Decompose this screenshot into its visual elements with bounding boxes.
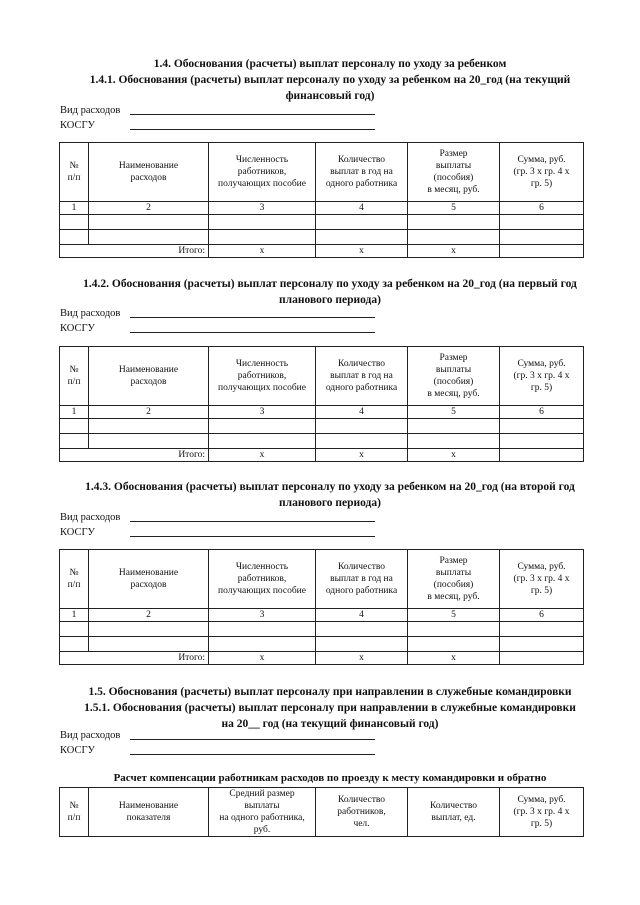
empty-cell[interactable] <box>316 215 408 230</box>
empty-cell[interactable] <box>60 622 89 637</box>
field-vid-rashodov: Вид расходов <box>60 511 130 524</box>
x-mark: x <box>316 652 408 665</box>
table-row <box>60 434 584 449</box>
table-care-1-4-3 <box>59 549 584 665</box>
empty-cell[interactable] <box>408 434 500 449</box>
header-cell: № п/п <box>60 550 89 609</box>
empty-cell[interactable] <box>209 215 316 230</box>
empty-cell[interactable] <box>500 215 584 230</box>
total-sum-cell[interactable] <box>500 245 584 258</box>
column-number-cell: 2 <box>89 609 209 622</box>
vid-rashodov-line[interactable] <box>130 521 375 522</box>
x-mark: x <box>408 449 500 462</box>
empty-cell[interactable] <box>316 637 408 652</box>
column-number-row <box>60 406 584 419</box>
x-mark: x <box>209 652 316 665</box>
x-mark: x <box>316 449 408 462</box>
column-number-cell: 6 <box>500 202 584 215</box>
field-kosgu: КОСГУ <box>60 322 130 335</box>
empty-cell[interactable] <box>408 622 500 637</box>
column-number-cell: 2 <box>89 406 209 419</box>
heading-1-4-3: 1.4.3. Обоснования (расчеты) выплат персоналу по уходу за ребенком на 20_год (на второй год планового периода) <box>85 481 575 509</box>
column-number-row <box>60 202 584 215</box>
empty-cell[interactable] <box>60 419 89 434</box>
column-number-cell: 3 <box>209 609 316 622</box>
empty-cell[interactable] <box>316 622 408 637</box>
header-cell: Количество выплат в год на одного работника <box>316 143 408 202</box>
vid-rashodov-line[interactable] <box>130 114 375 115</box>
x-mark: x <box>316 245 408 258</box>
empty-cell[interactable] <box>209 230 316 245</box>
heading-1-4-1: 1.4.1. Обоснования (расчеты) выплат персоналу по уходу за ребенком на 20_год (на текущий финансовый год) <box>89 74 571 102</box>
total-sum-cell[interactable] <box>500 652 584 665</box>
column-number-row <box>60 609 584 622</box>
heading-1-5-1: 1.5.1. Обоснования (расчеты) выплат персоналу при направлении в служебные командировки на 20__ год (на текущий финансовый год) <box>84 702 576 730</box>
heading-1-4: 1.4. Обоснования (расчеты) выплат персоналу по уходу за ребенком <box>153 58 507 70</box>
total-sum-cell[interactable] <box>500 449 584 462</box>
kosgu-line[interactable] <box>130 536 375 537</box>
table-row <box>60 419 584 434</box>
header-cell: Количество выплат в год на одного работника <box>316 347 408 406</box>
total-label: Итого: <box>60 245 209 258</box>
header-cell: Размер выплаты (пособия) в месяц, руб. <box>408 347 500 406</box>
header-cell: Количество работников, чел. <box>316 788 408 837</box>
x-mark: x <box>209 245 316 258</box>
empty-cell[interactable] <box>60 434 89 449</box>
calc-title: Расчет компенсации работникам расходов по проезду к месту командировки и обратно <box>113 772 547 784</box>
empty-cell[interactable] <box>316 434 408 449</box>
empty-cell[interactable] <box>60 637 89 652</box>
column-number-cell: 5 <box>408 202 500 215</box>
header-row <box>60 347 584 406</box>
x-mark: x <box>209 449 316 462</box>
total-label: Итого: <box>60 449 209 462</box>
table-row <box>60 215 584 230</box>
empty-cell[interactable] <box>89 622 209 637</box>
column-number-cell: 3 <box>209 202 316 215</box>
header-cell: Количество выплат в год на одного работника <box>316 550 408 609</box>
column-number-cell: 6 <box>500 406 584 419</box>
table-trip-1-5-1 <box>59 787 584 837</box>
column-number-cell: 1 <box>60 202 89 215</box>
total-row <box>60 652 584 665</box>
column-number-cell: 2 <box>89 202 209 215</box>
header-cell: № п/п <box>60 788 89 837</box>
empty-cell[interactable] <box>316 230 408 245</box>
field-kosgu: КОСГУ <box>60 744 130 757</box>
empty-cell[interactable] <box>209 419 316 434</box>
header-cell: Численность работников, получающих пособие <box>209 550 316 609</box>
column-number-cell: 1 <box>60 406 89 419</box>
empty-cell[interactable] <box>408 637 500 652</box>
empty-cell[interactable] <box>500 622 584 637</box>
header-cell: Наименование расходов <box>89 550 209 609</box>
empty-cell[interactable] <box>500 419 584 434</box>
header-cell: Количество выплат, ед. <box>408 788 500 837</box>
header-row <box>60 550 584 609</box>
column-number-cell: 5 <box>408 609 500 622</box>
table-care-1-4-1 <box>59 142 584 258</box>
vid-rashodov-line[interactable] <box>130 317 375 318</box>
empty-cell[interactable] <box>60 215 89 230</box>
table-care-1-4-2 <box>59 346 584 462</box>
empty-cell[interactable] <box>209 434 316 449</box>
header-cell: Средний размер выплаты на одного работника, руб. <box>209 788 316 837</box>
heading-1-4-2: 1.4.2. Обоснования (расчеты) выплат персоналу по уходу за ребенком на 20_год (на первый год планового периода) <box>83 278 577 306</box>
table-row <box>60 230 584 245</box>
empty-cell[interactable] <box>316 419 408 434</box>
total-row <box>60 449 584 462</box>
column-number-cell: 1 <box>60 609 89 622</box>
header-cell: Численность работников, получающих пособие <box>209 347 316 406</box>
table-row <box>60 622 584 637</box>
empty-cell[interactable] <box>209 622 316 637</box>
header-cell: Наименование расходов <box>89 143 209 202</box>
empty-cell[interactable] <box>408 230 500 245</box>
header-cell: Сумма, руб. (гр. 3 x гр. 4 x гр. 5) <box>500 550 584 609</box>
table-row <box>60 637 584 652</box>
header-cell: Размер выплаты (пособия) в месяц, руб. <box>408 143 500 202</box>
column-number-cell: 5 <box>408 406 500 419</box>
empty-cell[interactable] <box>60 230 89 245</box>
column-number-cell: 4 <box>316 202 408 215</box>
heading-1-5: 1.5. Обоснования (расчеты) выплат персоналу при направлении в служебные командировки <box>88 686 572 698</box>
field-kosgu: КОСГУ <box>60 119 130 132</box>
empty-cell[interactable] <box>89 637 209 652</box>
column-number-cell: 4 <box>316 609 408 622</box>
empty-cell[interactable] <box>89 215 209 230</box>
empty-cell[interactable] <box>500 434 584 449</box>
empty-cell[interactable] <box>89 419 209 434</box>
header-row <box>60 143 584 202</box>
header-cell: Сумма, руб. (гр. 3 x гр. 4 x гр. 5) <box>500 143 584 202</box>
header-row <box>60 788 584 837</box>
column-number-cell: 3 <box>209 406 316 419</box>
empty-cell[interactable] <box>89 434 209 449</box>
empty-cell[interactable] <box>500 230 584 245</box>
empty-cell[interactable] <box>408 215 500 230</box>
header-cell: Численность работников, получающих пособие <box>209 143 316 202</box>
vid-rashodov-line[interactable] <box>130 739 375 740</box>
field-vid-rashodov: Вид расходов <box>60 729 130 742</box>
header-cell: Наименование расходов <box>89 347 209 406</box>
empty-cell[interactable] <box>500 637 584 652</box>
field-vid-rashodov: Вид расходов <box>60 104 130 117</box>
header-cell: № п/п <box>60 143 89 202</box>
empty-cell[interactable] <box>408 419 500 434</box>
header-cell: № п/п <box>60 347 89 406</box>
total-row <box>60 245 584 258</box>
field-kosgu: КОСГУ <box>60 526 130 539</box>
column-number-cell: 4 <box>316 406 408 419</box>
header-cell: Размер выплаты (пособия) в месяц, руб. <box>408 550 500 609</box>
x-mark: x <box>408 245 500 258</box>
kosgu-line[interactable] <box>130 754 375 755</box>
kosgu-line[interactable] <box>130 129 375 130</box>
field-vid-rashodov: Вид расходов <box>60 307 130 320</box>
header-cell: Сумма, руб. (гр. 3 x гр. 4 x гр. 5) <box>500 788 584 837</box>
x-mark: x <box>408 652 500 665</box>
header-cell: Сумма, руб. (гр. 3 x гр. 4 x гр. 5) <box>500 347 584 406</box>
empty-cell[interactable] <box>209 637 316 652</box>
header-cell: Наименование показателя <box>89 788 209 837</box>
empty-cell[interactable] <box>89 230 209 245</box>
total-label: Итого: <box>60 652 209 665</box>
column-number-cell: 6 <box>500 609 584 622</box>
kosgu-line[interactable] <box>130 332 375 333</box>
